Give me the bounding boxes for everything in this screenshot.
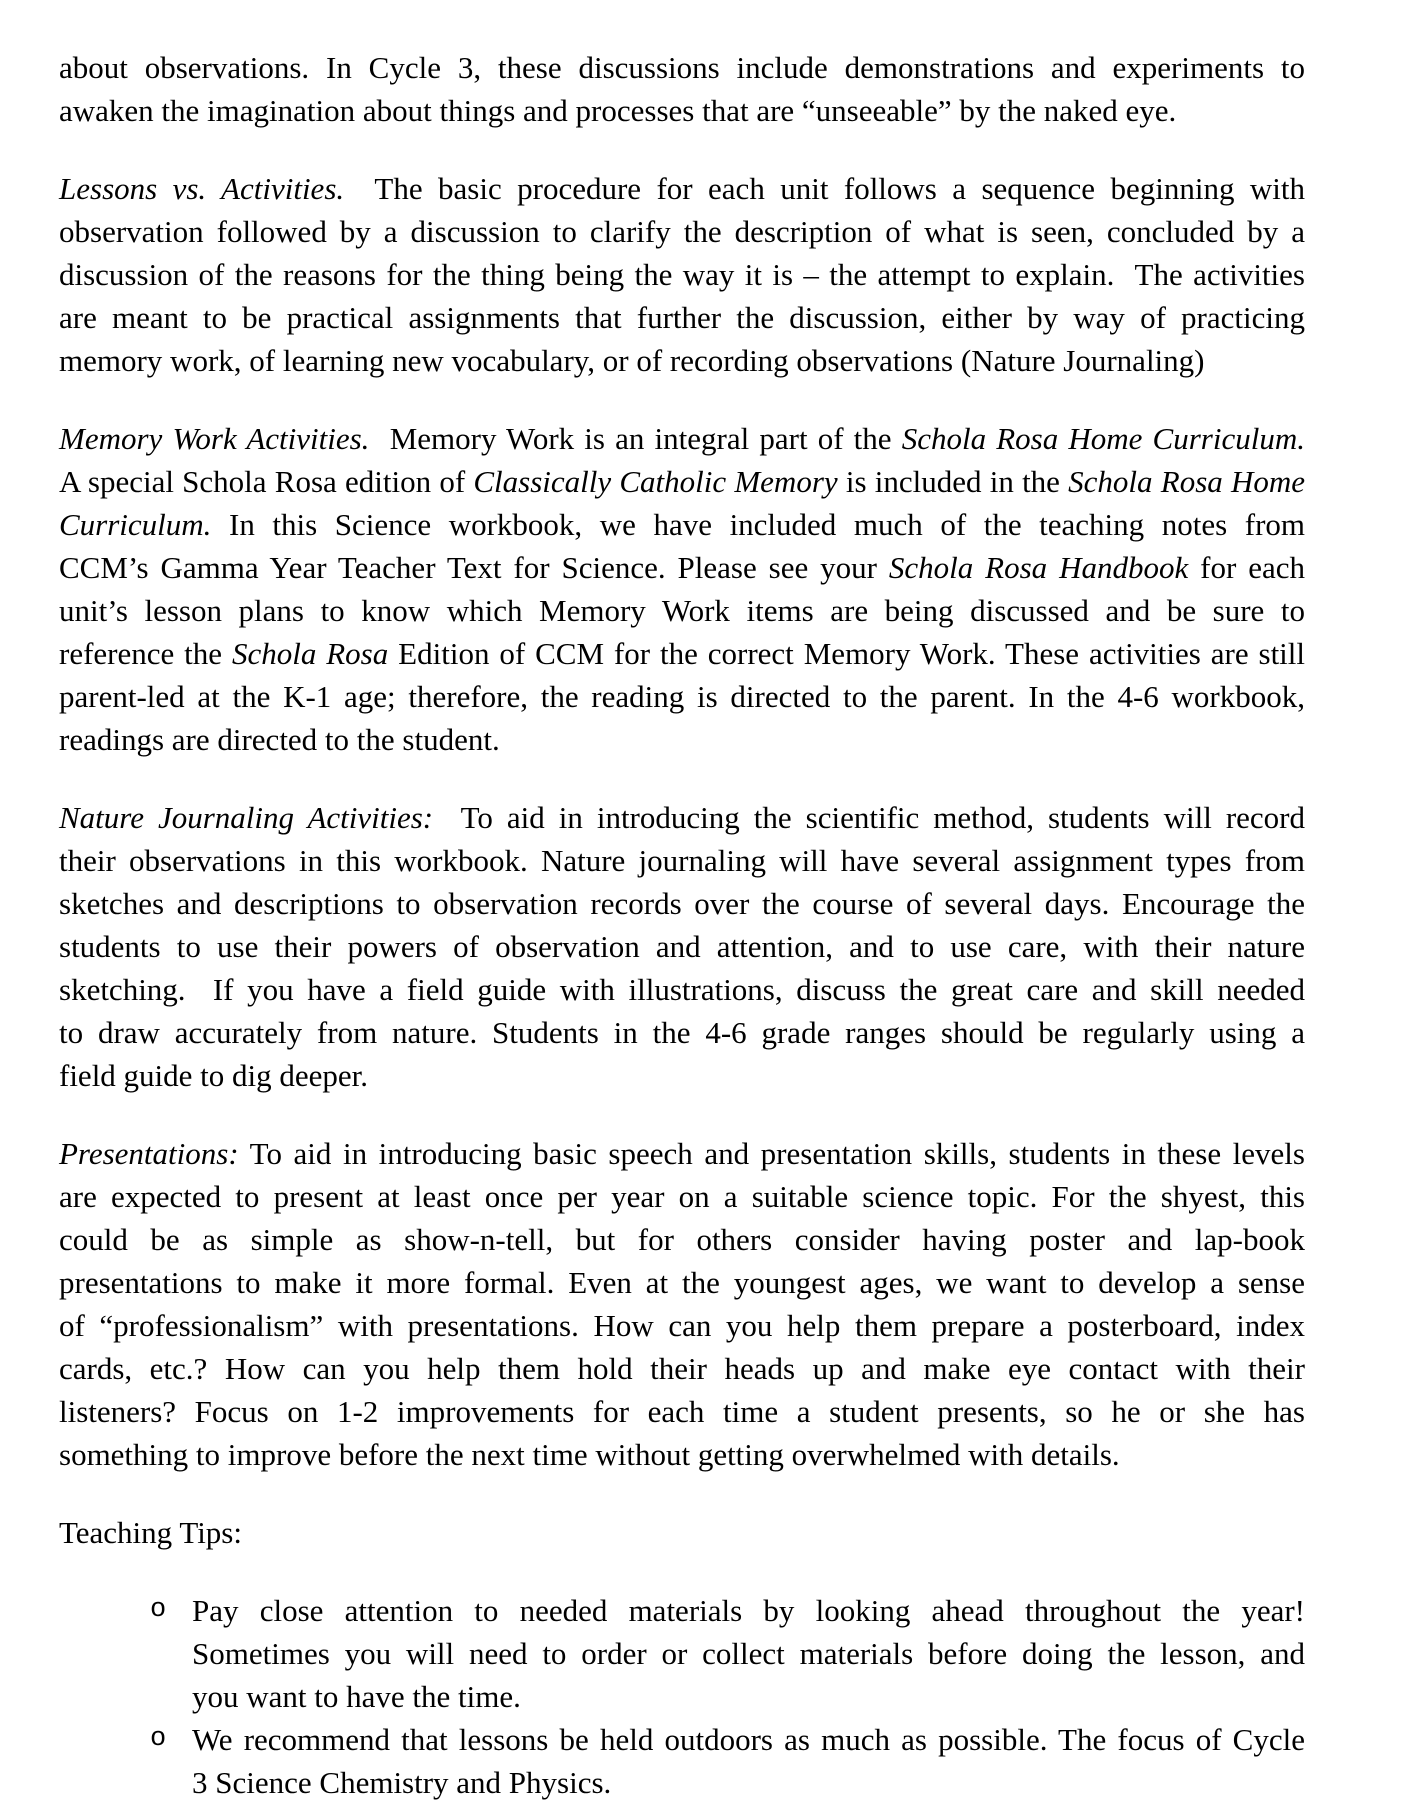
bullet-item <box>59 1589 1305 1718</box>
text-run: observation followed by a discussion to clarify the description of what is seen, concluded by a <box>59 214 1305 249</box>
text-run: We recommend that lessons be held outdoors as much as possible. The focus of Cycle <box>192 1722 1305 1757</box>
text-line <box>59 1054 1305 1097</box>
text-run: sketching. If you have a field guide with illustrations, discuss the great care and skill needed <box>59 972 1305 1007</box>
text-run: their observations in this workbook. Nature journaling will have several assignment types from <box>59 843 1305 878</box>
text-line <box>59 296 1305 339</box>
text-run: to draw accurately from nature. Students in the 4-6 grade ranges should be regularly using a <box>59 1015 1305 1050</box>
text-run: of “professionalism” with presentations. How can you help them prepare a posterboard, index <box>59 1308 1305 1343</box>
bullet-marker-icon: o <box>150 1595 167 1625</box>
text-line <box>59 46 1305 89</box>
text-line <box>59 1511 1305 1554</box>
text-line <box>192 1632 1305 1675</box>
italic-text-run: Schola Rosa Home <box>1068 464 1306 499</box>
text-line <box>59 718 1305 761</box>
bullet-marker-icon: o <box>150 1724 167 1754</box>
italic-text-run: Lessons vs. Activities. <box>59 171 345 206</box>
text-run: you want to have the time. <box>192 1679 521 1714</box>
text-run: unit’s lesson plans to know which Memory Work items are being discussed and be sure to <box>59 593 1305 628</box>
text-line <box>192 1675 1305 1718</box>
text-run: parent-led at the K-1 age; therefore, the reading is directed to the parent. In the 4-6 workbook, <box>59 679 1305 714</box>
text-run: something to improve before the next time without getting overwhelmed with details. <box>59 1437 1120 1472</box>
text-run: The basic procedure for each unit follows a sequence beginning with <box>344 171 1305 206</box>
text-run: discussion of the reasons for the thing being the way it is – the attempt to explain. The activities <box>59 257 1305 292</box>
text-run: listeners? Focus on 1-2 improvements for each time a student presents, so he or she has <box>59 1394 1305 1429</box>
text-run: reference the <box>59 636 232 671</box>
text-run: cards, etc.? How can you help them hold their heads up and make eye contact with their <box>59 1351 1305 1386</box>
text-line <box>59 1132 1305 1175</box>
bullet-content <box>192 1589 1305 1718</box>
text-line <box>59 460 1305 503</box>
bullet-list-teaching-tips <box>59 1589 1305 1804</box>
text-run: Pay close attention to needed materials by looking ahead throughout the year! <box>192 1593 1305 1628</box>
text-line <box>59 210 1305 253</box>
paragraph-presentations <box>59 1132 1305 1476</box>
text-line <box>59 1175 1305 1218</box>
text-run: Teaching Tips: <box>59 1515 242 1550</box>
text-line <box>59 253 1305 296</box>
italic-text-run: Presentations: <box>59 1136 239 1171</box>
italic-text-run: Schola Rosa Home Curriculum. <box>901 421 1305 456</box>
text-line <box>59 1304 1305 1347</box>
text-line <box>59 546 1305 589</box>
text-line <box>59 417 1305 460</box>
italic-text-run: Classically Catholic Memory <box>473 464 838 499</box>
text-line <box>59 89 1305 132</box>
text-line <box>59 1390 1305 1433</box>
text-line <box>59 925 1305 968</box>
text-run: readings are directed to the student. <box>59 722 500 757</box>
paragraph-memory-work-activities <box>59 417 1305 761</box>
text-run: presentations to make it more formal. Even at the youngest ages, we want to develop a sense <box>59 1265 1305 1300</box>
text-line <box>59 796 1305 839</box>
text-run: are expected to present at least once per year on a suitable science topic. For the shyest, this <box>59 1179 1305 1214</box>
text-run: are meant to be practical assignments that further the discussion, either by way of practicing <box>59 300 1305 335</box>
text-line <box>59 503 1305 546</box>
text-line <box>59 632 1305 675</box>
paragraph-teaching-tips-heading <box>59 1511 1305 1554</box>
text-run: To aid in introducing basic speech and presentation skills, students in these levels <box>238 1136 1305 1171</box>
text-run: Sometimes you will need to order or collect materials before doing the lesson, and <box>192 1636 1305 1671</box>
text-line <box>59 1433 1305 1476</box>
text-run: To aid in introducing the scientific method, students will record <box>433 800 1305 835</box>
italic-text-run: Curriculum. <box>59 507 212 542</box>
text-run: Memory Work is an integral part of the <box>369 421 902 456</box>
text-run: sketches and descriptions to observation records over the course of several days. Encourage the <box>59 886 1305 921</box>
text-run: A special Schola Rosa edition of <box>59 464 474 499</box>
text-run: 3 Science Chemistry and Physics. <box>192 1765 612 1800</box>
text-line <box>192 1589 1305 1632</box>
paragraph-intro-continuation <box>59 46 1305 132</box>
text-run: could be as simple as show-n-tell, but for others consider having poster and lap-book <box>59 1222 1305 1257</box>
text-line <box>59 968 1305 1011</box>
text-line <box>59 339 1305 382</box>
text-line <box>59 589 1305 632</box>
bullet-item <box>59 1718 1305 1804</box>
text-run: In this Science workbook, we have included much of the teaching notes from <box>211 507 1305 542</box>
text-run: is included in the <box>837 464 1069 499</box>
text-line <box>59 1218 1305 1261</box>
text-run: field guide to dig deeper. <box>59 1058 369 1093</box>
italic-text-run: Schola Rosa <box>231 636 389 671</box>
text-line <box>59 1347 1305 1390</box>
text-line <box>59 882 1305 925</box>
text-line <box>192 1761 1305 1804</box>
text-run: CCM’s Gamma Year Teacher Text for Science. Please see your <box>59 550 889 585</box>
text-line <box>59 1011 1305 1054</box>
text-run: awaken the imagination about things and processes that are “unseeable” by the naked eye. <box>59 93 1177 128</box>
paragraph-lessons-vs-activities <box>59 167 1305 382</box>
paragraph-nature-journaling-activities <box>59 796 1305 1097</box>
text-run: for each <box>1188 550 1305 585</box>
text-run: about observations. In Cycle 3, these discussions include demonstrations and experiments to <box>59 50 1305 85</box>
text-line <box>59 675 1305 718</box>
italic-text-run: Memory Work Activities. <box>59 421 370 456</box>
text-line <box>192 1718 1305 1761</box>
text-run: students to use their powers of observation and attention, and to use care, with their nature <box>59 929 1305 964</box>
text-run: memory work, of learning new vocabulary, or of recording observations (Nature Journaling) <box>59 343 1205 378</box>
bullet-content <box>192 1718 1305 1804</box>
italic-text-run: Nature Journaling Activities: <box>59 800 434 835</box>
text-line <box>59 1261 1305 1304</box>
text-run: Edition of CCM for the correct Memory Work. These activities are still <box>388 636 1306 671</box>
text-line <box>59 167 1305 210</box>
italic-text-run: Schola Rosa Handbook <box>888 550 1189 585</box>
text-line <box>59 839 1305 882</box>
